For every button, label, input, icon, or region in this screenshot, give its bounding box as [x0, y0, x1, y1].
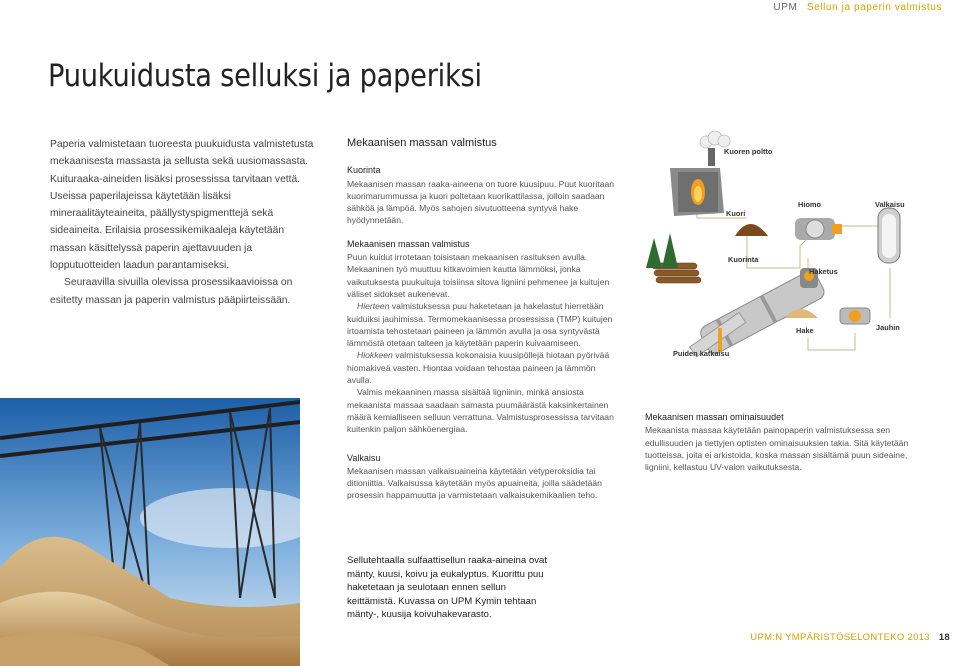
label-kuorinta: Kuorinta	[728, 255, 759, 264]
page-header	[773, 2, 942, 13]
section-heading: Mekaanisen massan valmistus	[347, 137, 497, 149]
properties-section	[645, 411, 920, 473]
woodchip-photo	[0, 398, 300, 666]
properties-text: Mekaanista massaa käytetään painopaperin valmistuksessa sen edullisuuden ja tiettyjen optisten ominaisuuksien takia. Sitä käytetään tuotteissa, joita ei arkistoida, koska massan sisältämä puun sideaine, ligniini, kellastuu UV-valon vaikutuksesta.	[645, 425, 909, 473]
page-number: 18	[938, 632, 950, 643]
label-jauhin: Jauhin	[876, 323, 900, 332]
hioke-paragraph	[347, 349, 622, 386]
header-brand: UPM	[773, 2, 798, 13]
hierre-text: valmistuksessa puu haketetaan ja hakelastut hierretään kuiduiksi jauhimissa. Termomekaanisessa prosessissa (TMP) kuitujen irtoamista tehostetaan paineen ja lämmön avulla ja osa syntyvästä lämmöstä otetaan talteen ja käytetään paperin kuivaamiseen.	[347, 301, 613, 349]
intro-paragraph-1: Paperia valmistetaan tuoreesta puukuidusta valmistetusta mekaanisesta massasta ja sellusta sekä uusiomassasta. Kuituraaka-aineiden lisäksi prosessissa tarvitaan vettä. Useissa paperilajeissa käytetään lisäksi mineraalitäyteaineita, päällystyspigmenttejä sekä sideaineita. Erilaisia prosessikemikaaleja käytetään massan käsittelyssä paperin ajettavuuden ja lopputuotteiden laadun parantamiseksi.	[50, 139, 314, 272]
hierre-term: Hierteen	[357, 301, 390, 312]
hioke-text: valmistuksessa kokonaisia kuusipöllejä hiotaan pyörivää hiomakiveä vasten. Hiontaa voidaan tehostaa paineen ja lämmön avulla.	[347, 350, 610, 386]
intro-text	[50, 136, 315, 309]
intro-paragraph-2: Seuraavilla sivuilla olevissa prosessikaavioissa on esitetty massan ja paperin valmistus pääpiirteissään.	[50, 277, 293, 306]
kuorinta-heading: Kuorinta	[347, 165, 381, 176]
process-diagram-graphic	[640, 128, 940, 368]
footer-report-title: UPM:N YMPÄRISTÖSELONTEKO 2013	[750, 632, 930, 643]
label-kuori: Kuori	[726, 209, 746, 218]
label-kuoren-poltto: Kuoren poltto	[724, 147, 773, 156]
label-haketus: Haketus	[809, 267, 838, 276]
hioke-term: Hiokkeen	[357, 350, 393, 361]
properties-heading: Mekaanisen massan ominaisuudet	[645, 412, 784, 422]
header-section: Sellun ja paperin valmistus	[806, 2, 942, 13]
hierre-paragraph	[347, 300, 622, 349]
process-diagram	[640, 128, 940, 368]
label-hiomo: Hiomo	[798, 200, 821, 209]
label-valkaisu: Valkaisu	[875, 200, 905, 209]
photo-caption: Sellutehtaalla sulfaattisellun raaka-aineina ovat mänty, kuusi, koivu ja eukalyptus. Kuorittu puu haketetaan ja seulotaan ennen sellun keittämistä. Kuvassa on UPM Kymin tehtaan mänty-, kuusija koivuhakevarasto.	[347, 555, 547, 621]
valkaisu-text: Mekaanisen massan valkaisuaineina käytetään vetyperoksidia tai ditioniittia. Valkaisussa käytetään myös apuaineita, joilla säädetään prosessin happamuutta ja varmistetaan valkaisukemikaalien teho.	[347, 465, 602, 501]
valmis-paragraph: Valmis mekaaninen massa sisältää ligniinin, minkä ansiosta mekaanista massaa saadaan samasta puumäärästä kaksinkertainen määrä kemialliseen selluun verrattuna. Valmistusprosessissa tarvitaan kuitenkin paljon sähköenergiaa.	[347, 387, 614, 435]
valkaisu-heading: Valkaisu	[347, 452, 381, 463]
label-puiden-katkaisu: Puiden katkaisu	[673, 349, 730, 358]
valmistus-heading: Mekaanisen massan valmistus	[347, 238, 470, 249]
page-footer	[750, 632, 950, 643]
kuorinta-text: Mekaanisen massan raaka-aineena on tuore kuusipuu. Puut kuoritaan kuorimarummussa ja kuori poltetaan kuorikattilassa, jolloin saadaan sähköä ja lämpöä. Myös sahojen sivutuotteena syntyvä hake hyödynnetään.	[347, 178, 615, 226]
mechanical-pulp-section	[347, 137, 622, 502]
label-hake: Hake	[796, 326, 814, 335]
page-title: Puukuidusta selluksi ja paperiksi	[48, 58, 482, 94]
valmistus-text: Puun kuidut irrotetaan toisistaan mekaanisen rasituksen avulla. Mekaaninen työ muuttuu kitkavoimien kautta lämmöksi, jonka vaikutuksesta puukuituja toisiinsa sitova ligniini pehmenee ja kuitujen väliset sidokset aukenevat.	[347, 252, 610, 299]
